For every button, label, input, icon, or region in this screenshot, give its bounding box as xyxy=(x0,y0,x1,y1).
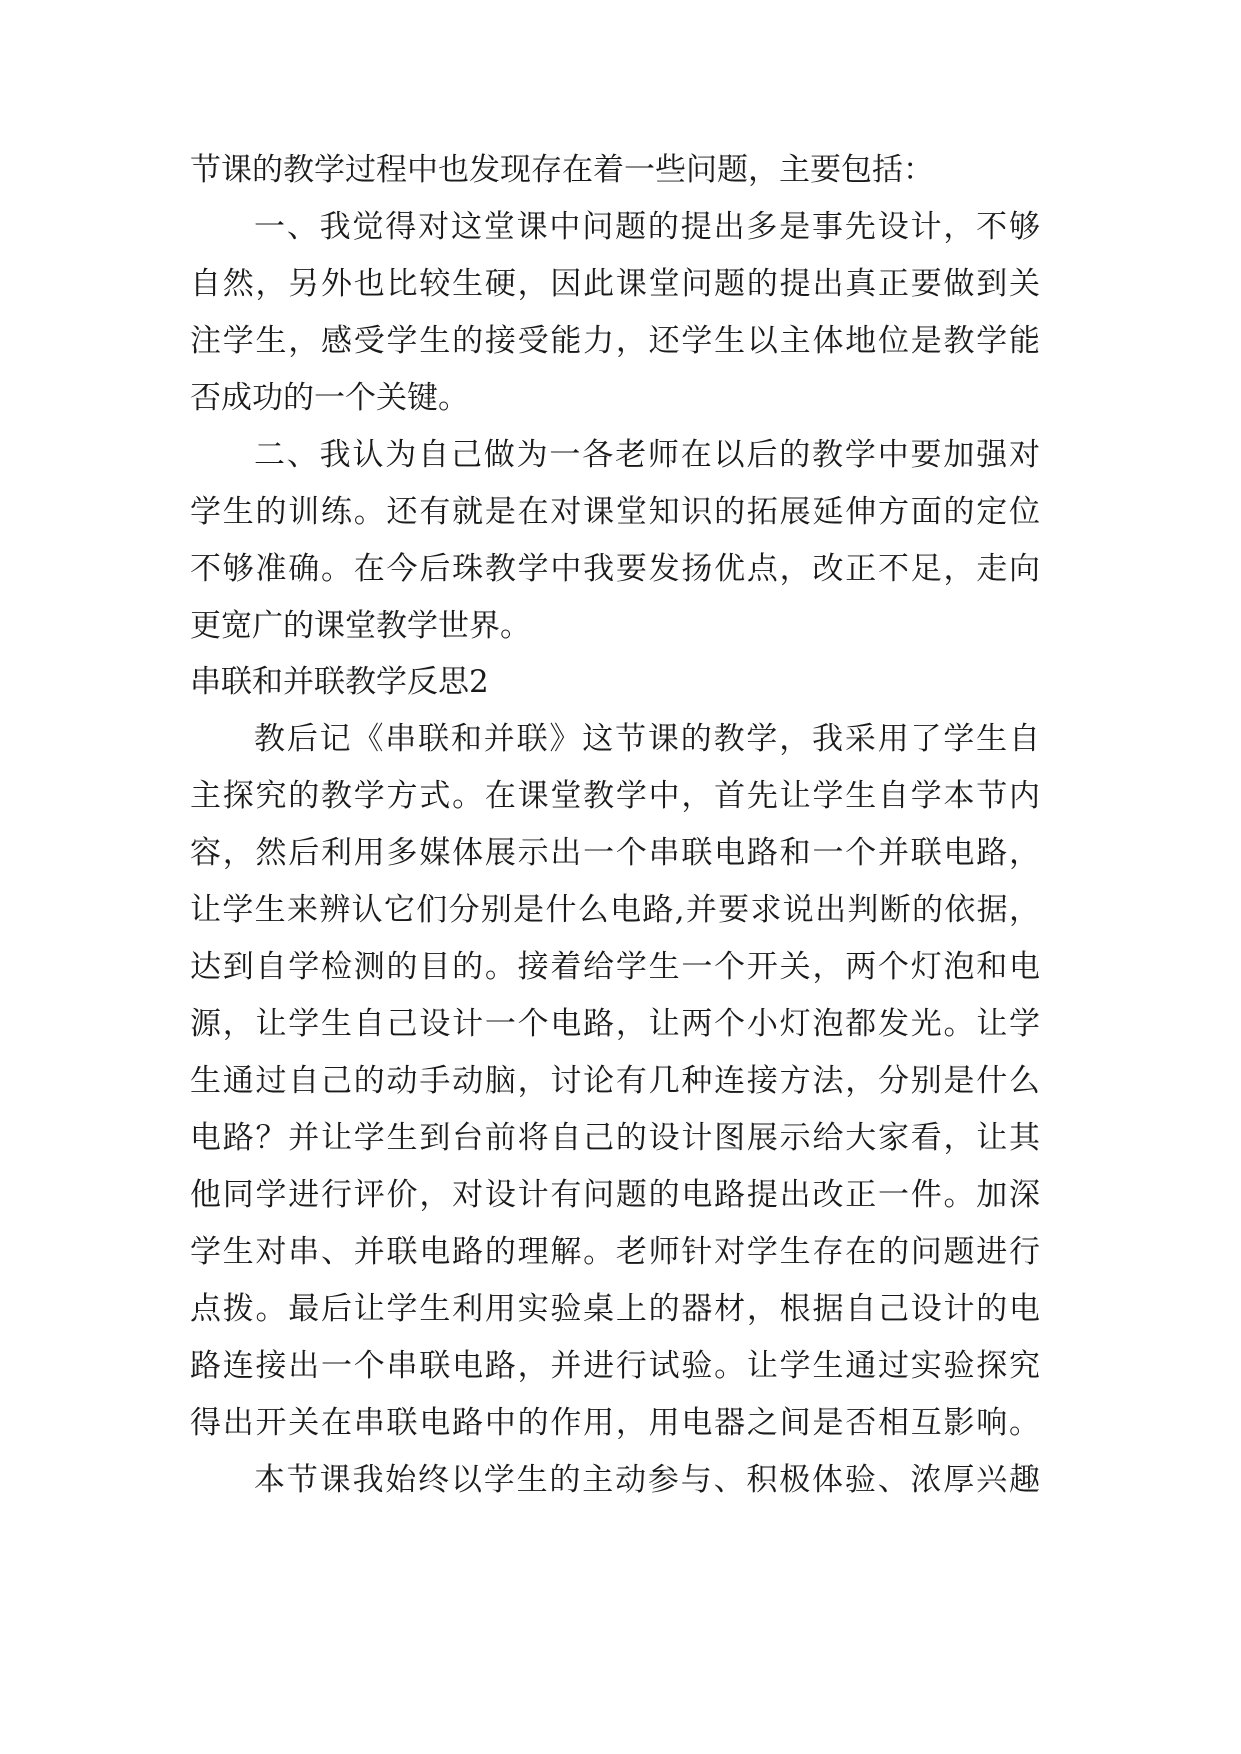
paragraph-line: 生通过自己的动手动脑，讨论有几种连接方法，分别是什么 xyxy=(190,1063,1040,1099)
paragraph-line: 源，让学生自己设计一个电路，让两个小灯泡都发光。让学 xyxy=(190,1006,1040,1042)
paragraph-line: 主探究的教学方式。在课堂教学中，首先让学生自学本节内 xyxy=(190,778,1040,814)
paragraph-line: 点拨。最后让学生利用实验桌上的器材，根据自己设计的电 xyxy=(190,1291,1040,1327)
paragraph-line: 节课的教学过程中也发现存在着一些问题，主要包括： xyxy=(190,152,934,188)
paragraph-line: 达到自学检测的目的。接着给学生一个开关，两个灯泡和电 xyxy=(190,949,1040,985)
paragraph-line: 让学生来辨认它们分别是什么电路,并要求说出判断的依据， xyxy=(190,892,1040,928)
paragraph-line: 电路？并让学生到台前将自己的设计图展示给大家看，让其 xyxy=(190,1120,1040,1156)
paragraph-line: 二、我认为自己做为一各老师在以后的教学中要加强对 xyxy=(254,437,1040,473)
paragraph-line: 自然，另外也比较生硬，因此课堂问题的提出真正要做到关 xyxy=(190,266,1040,302)
paragraph-line: 容，然后利用多媒体展示出一个串联电路和一个并联电路， xyxy=(190,835,1040,871)
paragraph-line: 本节课我始终以学生的主动参与、积极体验、浓厚兴趣 xyxy=(254,1462,1040,1498)
paragraph-line: 学生的训练。还有就是在对课堂知识的拓展延伸方面的定位 xyxy=(190,494,1040,530)
paragraph-line: 一、我觉得对这堂课中问题的提出多是事先设计，不够 xyxy=(254,209,1040,245)
paragraph-line: 不够准确。在今后珠教学中我要发扬优点，改正不足，走向 xyxy=(190,551,1040,587)
paragraph-line: 更宽广的课堂教学世界。 xyxy=(190,608,531,644)
paragraph-line: 注学生，感受学生的接受能力，还学生以主体地位是教学能 xyxy=(190,323,1040,359)
paragraph-line: 他同学进行评价，对设计有问题的电路提出改正一件。加深 xyxy=(190,1177,1040,1213)
section-heading: 串联和并联教学反思2 xyxy=(190,664,489,700)
paragraph-line: 得出开关在串联电路中的作用，用电器之间是否相互影响。 xyxy=(190,1405,1040,1441)
paragraph-line: 教后记《串联和并联》这节课的教学，我采用了学生自 xyxy=(254,721,1040,757)
paragraph-line: 学生对串、并联电路的理解。老师针对学生存在的问题进行 xyxy=(190,1234,1040,1270)
paragraph-line: 路连接出一个串联电路，并进行试验。让学生通过实验探究 xyxy=(190,1348,1040,1384)
paragraph-line: 否成功的一个关键。 xyxy=(190,380,469,416)
